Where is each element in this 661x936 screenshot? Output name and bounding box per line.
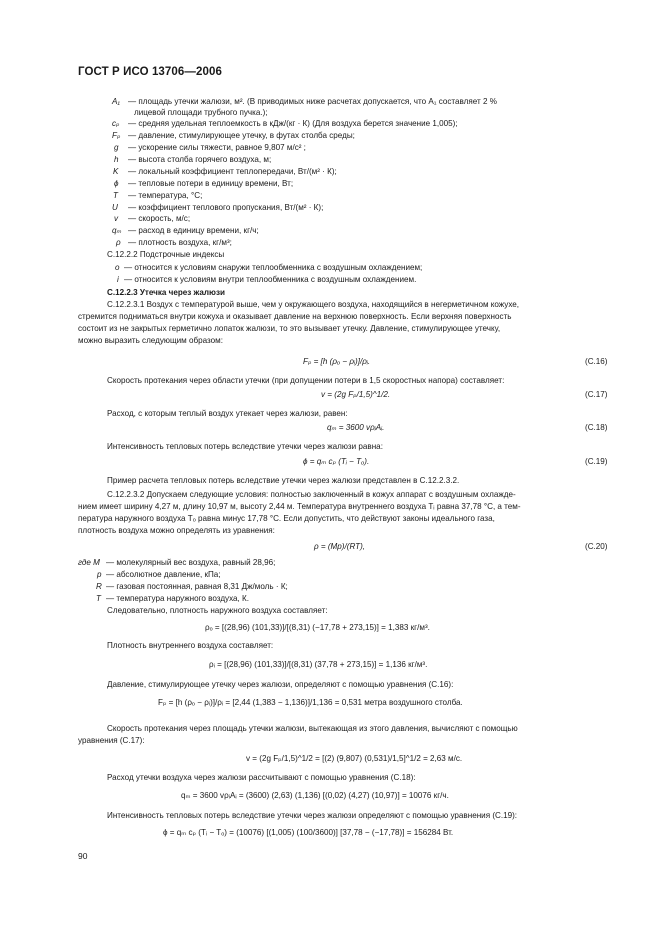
symbol-definition: — давление, стимулирующее утечку, в футах столба среды;: [128, 131, 355, 140]
symbol-definition: — высота столба горячего воздуха, м;: [128, 155, 272, 164]
paragraph-line: Пример расчета тепловых потерь вследствие утечки через жалюзи представлен в С.12.2.3.2.: [107, 476, 460, 485]
symbol-definition: — относится к условиям внутри теплообменника с воздушным охлаждением.: [124, 275, 417, 284]
paragraph-line: С.12.2.3.1 Воздух с температурой выше, чем у окружающего воздуха, находящийся в негерметичном кожухе,: [107, 300, 520, 309]
paragraph-line: Плотность внутреннего воздуха составляет:: [107, 641, 274, 650]
symbol-definition: — плотность воздуха, кг/м³;: [128, 238, 232, 247]
equation-number: (С.19): [585, 457, 608, 466]
equation: ϕ = qₘ cₚ (Tᵢ − Tₒ).: [303, 457, 370, 466]
symbol-definition: — газовая постоянная, равная 8,31 Дж/моль · К;: [106, 582, 288, 591]
symbol: cₚ: [112, 119, 120, 128]
paragraph-line: состоит из не закрытых герметично лопаток жалюзи, то это вызывает утечку. Давление, стимулирующее утечку,: [78, 324, 501, 333]
symbol-definition: лицевой площади трубного пучка.);: [134, 108, 268, 117]
symbol-definition: — молекулярный вес воздуха, равный 28,96;: [106, 558, 276, 567]
symbol: h: [114, 155, 119, 164]
symbol: U: [112, 203, 118, 212]
calculation: Fₚ = [h (ρₒ − ρᵢ)]/ρᵢ = [2,44 (1,383 − 1,136)]/1,136 = 0,531 метра воздушного столба.: [158, 698, 463, 707]
symbol-definition: — площадь утечки жалюзи, м². (В приводимых ниже расчетах допускается, что A₁ составляет 2 %: [128, 97, 497, 106]
paragraph-line: Интенсивность тепловых потерь вследствие утечки через жалюзи равна:: [107, 442, 383, 451]
paragraph-line: можно выразить следующим образом:: [78, 336, 223, 345]
symbol: i: [117, 275, 119, 284]
symbol-definition: — локальный коэффициент теплопередачи, Вт/(м² · К);: [128, 167, 337, 176]
symbol-definition: — коэффициент теплового пропускания, Вт/(м² · К);: [128, 203, 324, 212]
symbol-definition: — расход в единицу времени, кг/ч;: [128, 226, 259, 235]
equation: qₘ = 3600 vρᵢAᵢ.: [327, 423, 385, 432]
symbol: A₁: [112, 97, 120, 106]
symbol-definition: — тепловые потери в единицу времени, Вт;: [128, 179, 294, 188]
page-header: ГОСТ Р ИСО 13706—2006: [78, 66, 223, 78]
paragraph-line: пература наружного воздуха Tₒ равна минус 17,78 °С. Если допустить, что действуют законы идеального газа,: [78, 514, 495, 523]
paragraph-line: плотность воздуха можно определять из уравнения:: [78, 526, 275, 535]
calculation: v = (2g Fₚ/1,5)^1/2 = [(2) (9,807) (0,531)/1,5]^1/2 = 2,63 м/с.: [246, 754, 463, 763]
equation: ρ = (Mp)/(RT),: [314, 542, 366, 551]
paragraph-line: стремится подниматься внутри кожуха и оказывает давление на верхнюю поверхность. Если верхняя поверхность: [78, 312, 512, 321]
paragraph-line: Интенсивность тепловых потерь вследствие утечки через жалюзи определяют с помощью уравнения (С.19):: [107, 811, 518, 820]
section-title: С.12.2.3 Утечка через жалюзи: [107, 288, 225, 297]
symbol: ϕ: [114, 179, 119, 188]
symbol: p: [97, 570, 102, 579]
symbol: R: [96, 582, 102, 591]
paragraph-line: Расход, с которым теплый воздух утекает через жалюзи, равен:: [107, 409, 348, 418]
symbol: где M: [78, 558, 100, 567]
symbol: K: [113, 167, 119, 176]
equation-number: (С.17): [585, 390, 608, 399]
symbol-definition: — температура, °С;: [128, 191, 203, 200]
paragraph-line: уравнения (С.17):: [78, 736, 145, 745]
calculation: qₘ = 3600 vρᵢAᵢ = (3600) (2,63) (1,136) [(0,02) (4,27) (10,97)] = 10076 кг/ч.: [181, 791, 449, 800]
calculation: ϕ = qₘ cₚ (Tᵢ − Tₒ) = (10076) [(1,005) (100/3600)] [37,78 − (−17,78)] = 156284 Вт.: [163, 828, 454, 837]
equation: v = (2g Fₚ/1,5)^1/2.: [321, 390, 391, 399]
symbol-definition: — скорость, м/с;: [128, 214, 191, 223]
symbol: o: [115, 263, 120, 272]
paragraph-line: Следовательно, плотность наружного воздуха составляет:: [107, 606, 328, 615]
calculation: ρₒ = [(28,96) (101,33)]/[(8,31) (−17,78 + 273,15)] = 1,383 кг/м³.: [205, 623, 430, 632]
calculation: ρᵢ = [(28,96) (101,33)]/[(8,31) (37,78 + 273,15)] = 1,136 кг/м³.: [209, 660, 428, 669]
paragraph-line: Расход утечки воздуха через жалюзи рассчитывают с помощью уравнения (С.18):: [107, 773, 416, 782]
symbol: v: [114, 214, 119, 223]
symbol-definition: — температура наружного воздуха, К.: [106, 594, 250, 603]
subsection-heading: С.12.2.2 Подстрочные индексы: [107, 250, 225, 259]
paragraph-line: С.12.2.3.2 Допускаем следующие условия: полностью заключенный в кожух аппарат с воздушным охлажде-: [107, 490, 516, 499]
symbol-definition: — ускорение силы тяжести, равное 9,807 м/с² ;: [128, 143, 306, 152]
symbol-definition: — относится к условиям снаружи теплообменника с воздушным охлаждением;: [124, 263, 423, 272]
symbol: ρ: [116, 238, 121, 247]
equation: Fₚ = [h (ρₒ − ρᵢ)]/ρᵢ.: [303, 357, 371, 366]
symbol: T: [96, 594, 101, 603]
symbol: T: [113, 191, 118, 200]
paragraph-line: Скорость протекания через области утечки (при допущении потери в 1,5 скоростных напора) составляет:: [107, 376, 505, 385]
symbol: Fₚ: [112, 131, 121, 140]
equation-number: (С.20): [585, 542, 608, 551]
equation-number: (С.16): [585, 357, 608, 366]
symbol-definition: — абсолютное давление, кПа;: [106, 570, 221, 579]
symbol: qₘ: [112, 226, 122, 235]
paragraph-line: нием имеет ширину 4,27 м, длину 10,97 м, высоту 2,44 м. Температура внутреннего воздуха Tᵢ равна 37,78 °С, а тем-: [78, 502, 521, 511]
paragraph-line: Давление, стимулирующее утечку через жалюзи, определяют с помощью уравнения (С.16):: [107, 680, 454, 689]
paragraph-line: Скорость протекания через площадь утечки жалюзи, вытекающая из этого давления, вычисляют с помощью: [107, 724, 518, 733]
page-number: 90: [78, 851, 88, 861]
symbol: g: [114, 143, 119, 152]
equation-number: (С.18): [585, 423, 608, 432]
symbol-definition: — средняя удельная теплоемкость в кДж/(кг · К) (Для воздуха берется значение 1,005);: [128, 119, 458, 128]
